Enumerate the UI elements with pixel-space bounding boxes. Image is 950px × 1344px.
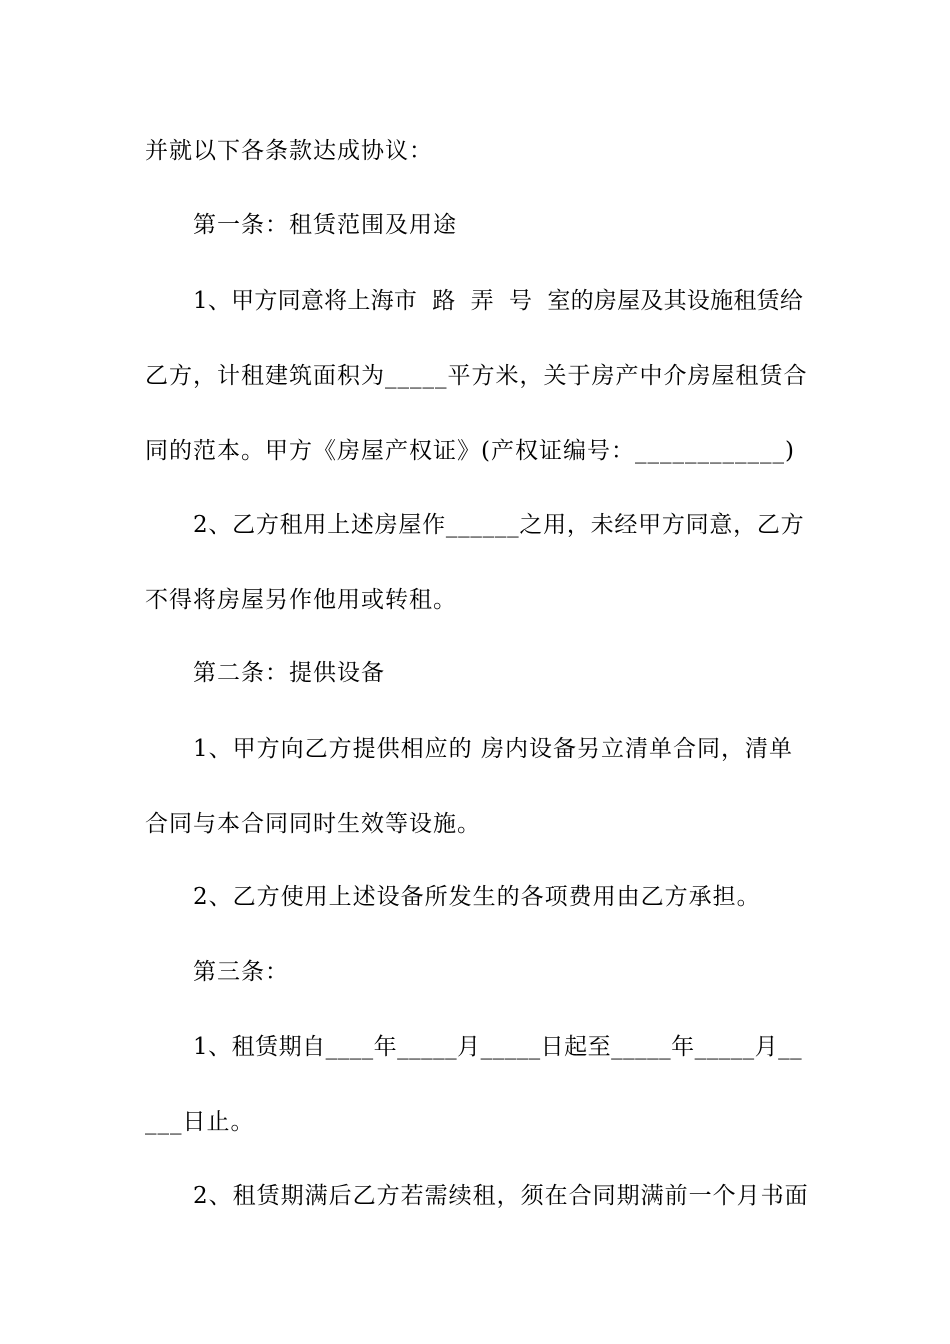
text-line: 2、乙方租用上述房屋作______之用，未经甲方同意，乙方	[193, 512, 805, 538]
text-line: 同的范本。甲方《房屋产权证》(产权证编号：____________)	[145, 438, 795, 464]
text-line: 乙方，计租建筑面积为_____平方米，关于房产中介房屋租赁合	[145, 363, 808, 389]
text-line: 1、甲方同意将上海市 路 弄 号 室的房屋及其设施租赁给	[193, 288, 804, 314]
text-line: 1、租赁期自____年_____月_____日起至_____年_____月__	[193, 1034, 803, 1060]
text-line: 并就以下各条款达成协议：	[145, 138, 433, 164]
text-line: 合同与本合同同时生效等设施。	[145, 811, 481, 837]
section-heading: 第一条：租赁范围及用途	[193, 212, 457, 238]
text-line: 不得将房屋另作他用或转租。	[145, 587, 457, 613]
section-heading: 第二条：提供设备	[193, 660, 385, 686]
text-line: 1、甲方向乙方提供相应的 房内设备另立清单合同，清单	[193, 736, 793, 762]
section-heading: 第三条：	[193, 959, 289, 985]
text-line: 2、租赁期满后乙方若需续租，须在合同期满前一个月书面	[193, 1183, 809, 1209]
text-line: 2、乙方使用上述设备所发生的各项费用由乙方承担。	[193, 884, 761, 910]
text-line: ___日止。	[145, 1109, 255, 1135]
